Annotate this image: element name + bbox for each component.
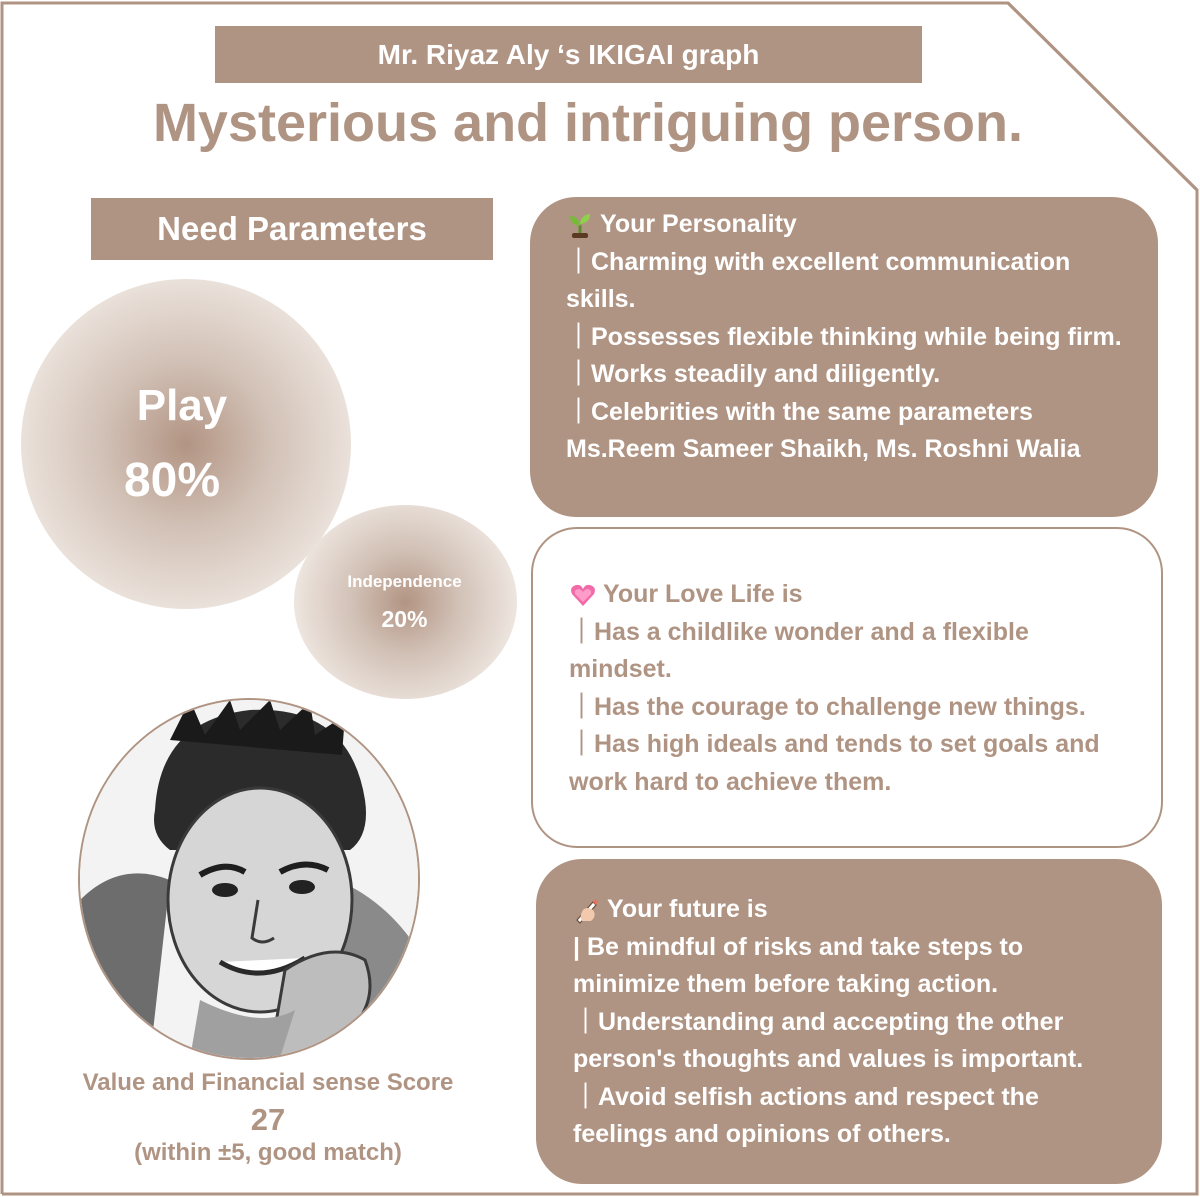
personality-line: ｜Works steadily and diligently. xyxy=(566,360,941,388)
love-line: ｜Has high ideals and tends to set goals and work hard to achieve them. xyxy=(569,730,1100,796)
secondary-parameter-label: Independence xyxy=(347,571,462,591)
secondary-parameter-value: 20% xyxy=(381,605,428,632)
love-title-row xyxy=(569,576,1131,614)
future-title-row xyxy=(573,891,1132,929)
personality-line: ｜Charming with excellent communication skills. xyxy=(566,247,1071,313)
primary-parameter-label: Play xyxy=(136,380,228,430)
personality-line: ｜Celebrities with the same parameters Ms.Reem Sameer Shaikh, Ms. Roshni Walia xyxy=(566,397,1081,463)
seedling-icon xyxy=(566,211,594,239)
love-title: Your Love Life is xyxy=(603,580,803,608)
financial-score-value: 27 xyxy=(250,1102,286,1137)
writing-hand-icon xyxy=(573,896,601,924)
personality-card xyxy=(530,197,1158,517)
future-line: ｜Avoid selfish actions and respect the feelings and opinions of others. xyxy=(573,1082,1039,1148)
personality-title: Your Personality xyxy=(600,210,797,238)
love-life-card xyxy=(531,527,1163,848)
financial-score-note: (within ±5, good match) xyxy=(134,1139,402,1166)
secondary-parameter-bubble xyxy=(294,505,517,699)
love-line: ｜Has a childlike wonder and a flexible mindset. xyxy=(569,617,1029,683)
portrait-sketch xyxy=(80,700,418,1058)
future-title: Your future is xyxy=(607,895,768,923)
need-parameters-heading: Need Parameters xyxy=(91,198,493,260)
financial-score-block xyxy=(40,1068,496,1168)
primary-parameter-bubble xyxy=(21,279,351,609)
future-line: ｜Understanding and accepting the other person's thoughts and values is important. xyxy=(573,1007,1084,1073)
future-card xyxy=(536,859,1162,1184)
personality-title-row xyxy=(566,206,1128,244)
financial-score-label: Value and Financial sense Score xyxy=(82,1069,454,1096)
personality-line: ｜Possesses flexible thinking while being firm. xyxy=(566,322,1122,351)
future-line: | Be mindful of risks and take steps to minimize them before taking action. xyxy=(573,932,1024,998)
primary-parameter-value: 80% xyxy=(123,453,221,507)
love-line: ｜Has the courage to challenge new things. xyxy=(569,692,1086,721)
pink-heart-icon xyxy=(569,581,597,609)
page-headline: Mysterious and intriguing person. xyxy=(152,93,1024,153)
portrait-photo xyxy=(78,698,420,1060)
graph-title-banner: Mr. Riyaz Aly ‘s IKIGAI graph xyxy=(215,26,922,83)
